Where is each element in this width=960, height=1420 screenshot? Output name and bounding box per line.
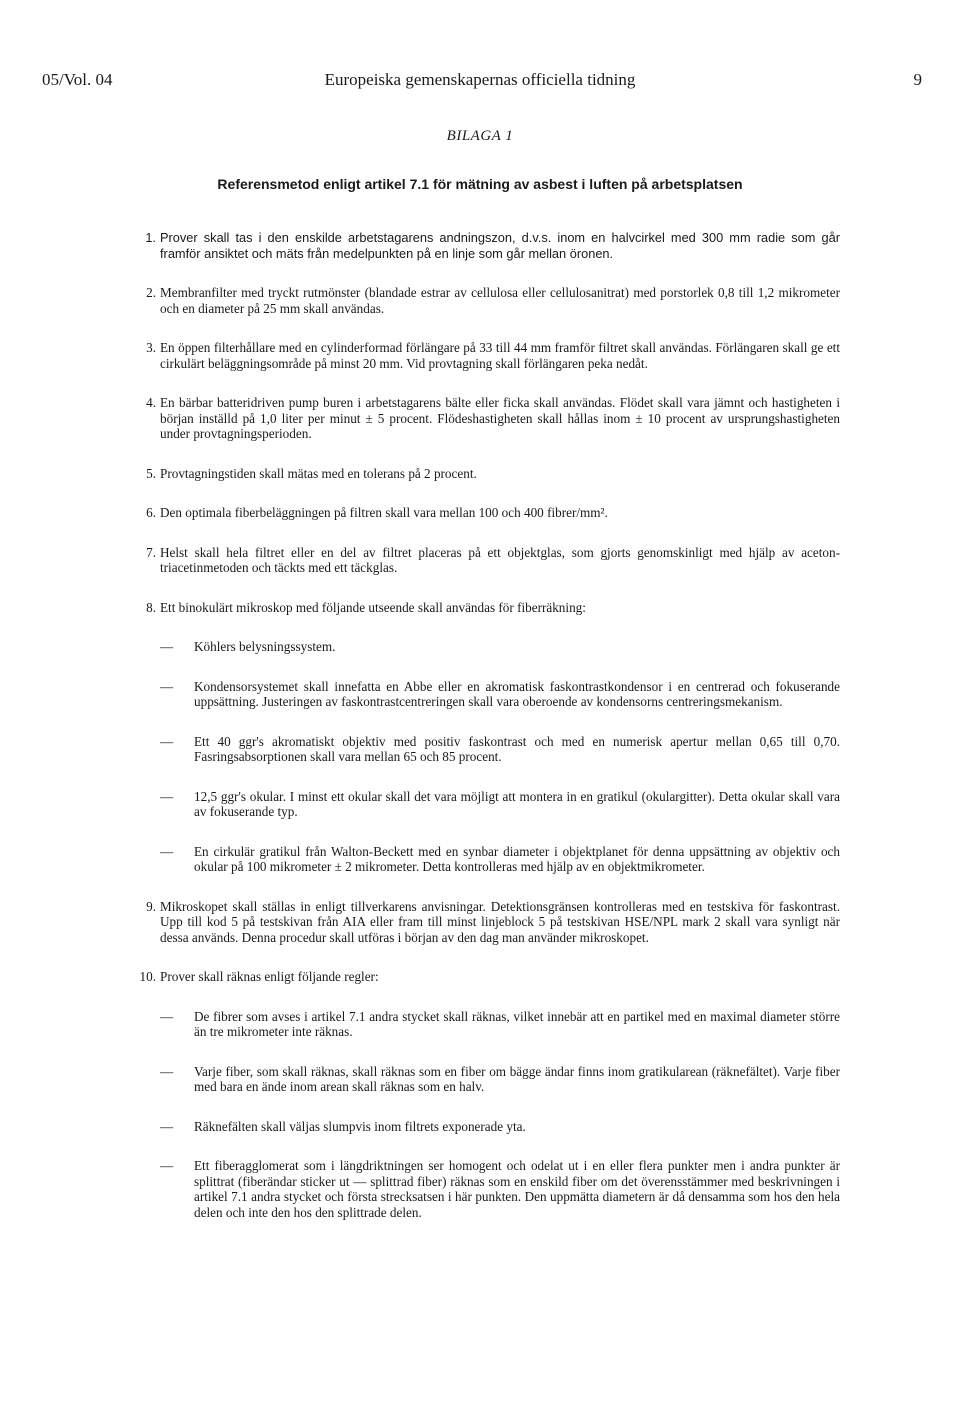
annex-heading: BILAGA 1 — [446, 128, 514, 144]
list-item — [146, 285, 840, 316]
dash-bullet: — — [160, 1063, 174, 1079]
item-text: Provtagningstiden skall mätas med en tolerans på 2 procent. — [160, 465, 477, 481]
page-number: 9 — [913, 70, 922, 89]
list-item — [146, 465, 840, 482]
dash-bullet: — — [160, 1158, 174, 1173]
sub-item-text: De fibrer som avses i artikel 7.1 andra stycket skall räknas, vilket innebär att en partikel med en maximal diameter större än tre mikrometer inte räknas. — [194, 1008, 840, 1039]
item-text: Ett binokulärt mikroskop med följande utseende skall användas för fiberräkning: — [160, 599, 586, 615]
item-number: 10. — [139, 969, 156, 984]
sub-item — [160, 789, 840, 820]
item-text: Prover skall tas i den enskilde arbetstagarens andningszon, d.v.s. inom en halvcirkel med 300 mm radie som går framför ansiktet och mäts från medelpunkten på en linje som går mellan öronen. — [160, 230, 840, 261]
item-text: Mikroskopet skall ställas in enligt tillverkarens anvisningar. Detektionsgränsen kontrolleras med en testskiva för faskontrast. Upp till kod 5 på testskivan från AIA eller fram till minst linjeblock 5 på testskivan HSE/NPL mark 2 skall vara synligt när dessa används. Denna procedur skall utföras i början av den dag man använder mikroskopet. — [160, 898, 840, 945]
sub-item — [160, 1119, 840, 1135]
list-item — [145, 230, 840, 261]
journal-volume: 05/Vol. 04 — [42, 70, 113, 89]
sub-item — [160, 1158, 840, 1220]
list-item — [139, 969, 840, 1220]
item-text: Membranfilter med tryckt rutmönster (blandade estrar av cellulosa eller cellulosanitrat) med porstorlek 0,8 till 1,2 mikrometer och en diameter på 25 mm skall användas. — [160, 285, 840, 316]
dash-bullet: — — [160, 788, 174, 804]
item-text: En öppen filterhållare med en cylinderformad förlängare på 33 till 44 mm framför filtret skall användas. Förlängaren skall ge ett cirkulärt beläggningsområde på minst 20 mm. Vid provtagning skall förlängaren peka nedåt. — [160, 340, 840, 371]
sub-item-text: Ett fiberagglomerat som i längdriktningen ser homogent och odelat ut i en eller flera punkter men i andra punkter är splittrat (fiberändar sticker ut — splittrad fiber) räknas som en enskild fiber om det överensstämmer med beskrivningen i artikel 7.1 andra stycket och första strecksatsen i här punkten. Den uppmätta diametern är då densamma som hos den hela delen och inte den hos den splittrade delen. — [194, 1158, 840, 1220]
journal-title: Europeiska gemenskapernas officiella tidning — [324, 70, 636, 89]
dash-bullet: — — [160, 639, 174, 654]
list-item — [146, 395, 840, 442]
list-item — [146, 898, 840, 946]
item-number: 7. — [146, 544, 156, 560]
sub-item — [160, 844, 840, 875]
sub-item-text: Köhlers belysningssystem. — [194, 639, 336, 654]
sub-item — [160, 1009, 840, 1040]
dash-bullet: — — [160, 1008, 174, 1024]
sub-item-text: En cirkulär gratikul från Walton-Beckett med en synbar diameter i objektplanet för denna uppsättning av objektiv och okular på 100 mikrometer ± 2 mikrometer. Detta kontrolleras med hjälp av en objektmikrometer. — [194, 843, 840, 874]
sub-item — [160, 639, 840, 655]
sub-item — [160, 1064, 840, 1095]
list-item — [146, 599, 840, 875]
item-number: 3. — [146, 340, 156, 355]
item-text: Helst skall hela filtret eller en del av filtret placeras på ett objektglas, som gjorts genomskinligt med hjälp av aceton-triacetinmetoden och täckts med ett täckglas. — [160, 544, 840, 575]
item-number: 1. — [145, 230, 156, 245]
sub-item — [160, 679, 840, 710]
dash-bullet: — — [160, 678, 174, 694]
item-number: 8. — [146, 599, 156, 615]
list-item — [146, 340, 840, 371]
dash-bullet: — — [160, 733, 174, 749]
document-title: Referensmetod enligt artikel 7.1 för mätning av asbest i luften på arbetsplatsen — [217, 176, 743, 192]
dash-bullet: — — [160, 843, 174, 859]
sub-item-text: Varje fiber, som skall räknas, skall räknas som en fiber om bägge ändar finns inom gratikularean (räknefältet). Varje fiber med bara en ände inom arean skall räknas som en halv. — [194, 1063, 840, 1094]
list-item — [146, 505, 840, 521]
sub-item-text: 12,5 ggr's okular. I minst ett okular skall det vara möjligt att montera in en gratikul (okulargitter). Detta okular skall vara av fokuserande typ. — [194, 788, 840, 819]
item-number: 9. — [146, 898, 156, 914]
item-number: 2. — [146, 285, 156, 300]
item-text: En bärbar batteridriven pump buren i arbetstagarens bälte eller ficka skall användas. Flödet skall vara jämnt och hastigheten i början inställd på 1,0 liter per minut ± 5 procent. Flödeshastigheten skall hållas inom ± 10 procent av ursprungshastigheten under provtagningsperioden. — [160, 395, 840, 441]
article-body — [139, 230, 840, 1220]
dash-bullet: — — [160, 1118, 174, 1134]
item-number: 4. — [146, 395, 156, 410]
sub-item-text: Kondensorsystemet skall innefatta en Abbe eller en akromatisk faskontrastkondensor i en centrerad och fokuserande uppsättning. Justeringen av faskontrastcentreringen skall vara oberoende av kondensorns centreringsmekanism. — [194, 678, 840, 709]
item-number: 5. — [146, 465, 156, 481]
item-text: Prover skall räknas enligt följande regler: — [160, 969, 379, 984]
sub-item — [160, 734, 840, 765]
page-header — [0, 70, 960, 94]
item-text: Den optimala fiberbeläggningen på filtren skall vara mellan 100 och 400 fibrer/mm². — [160, 505, 608, 520]
sub-item-text: Ett 40 ggr's akromatiskt objektiv med positiv faskontrast och med en numerisk apertur mellan 0,65 till 0,70. Fasringsabsorptionen skall vara mellan 65 och 85 procent. — [194, 733, 840, 764]
sub-item-text: Räknefälten skall väljas slumpvis inom filtrets exponerade yta. — [194, 1118, 526, 1134]
item-number: 6. — [146, 505, 156, 520]
list-item — [146, 544, 840, 576]
